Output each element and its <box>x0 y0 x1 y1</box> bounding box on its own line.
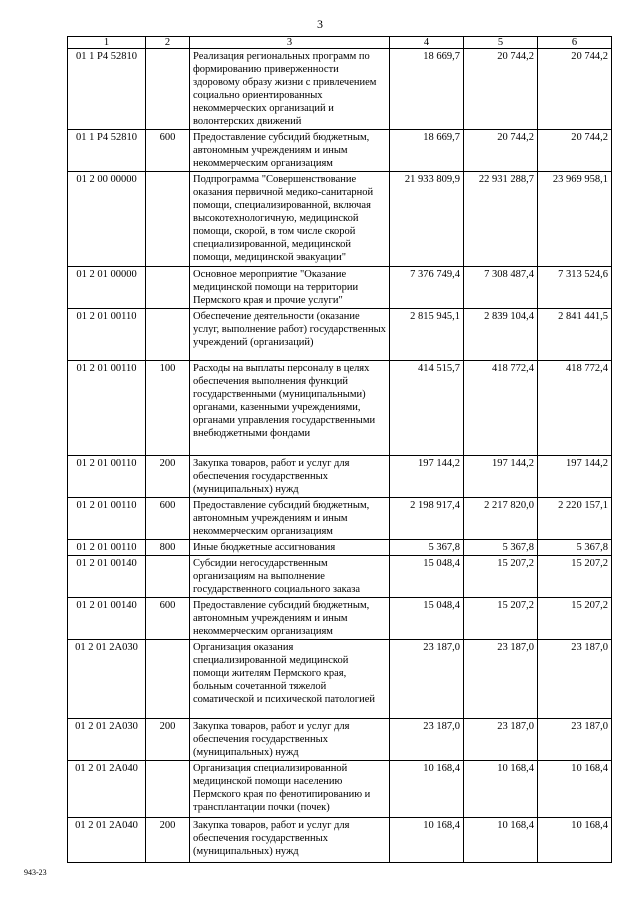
value-cell: 15 207,2 <box>538 556 612 598</box>
value-cell: 23 187,0 <box>464 719 538 761</box>
name-cell: Предоставление субсидий бюджетным, автономным учреждениям и иным некоммерческим организациям <box>190 598 390 640</box>
type-cell: 200 <box>146 719 190 761</box>
name-cell: Иные бюджетные ассигнования <box>190 540 390 556</box>
value-cell: 18 669,7 <box>390 130 464 172</box>
name-cell: Подпрограмма "Совершенствование оказания первичной медико-санитарной помощи, специализированной, включая высокотехнологичную, медицинской помощи, скорой, в том числе скорой специализированной, медицинской помощи, медицинской эвакуации" <box>190 172 390 267</box>
type-cell: 100 <box>146 361 190 456</box>
table-row <box>68 540 612 556</box>
code-cell: 01 1 P4 52810 <box>68 130 146 172</box>
name-cell: Обеспечение деятельности (оказание услуг, выполнение работ) государственных учреждений (организаций) <box>190 309 390 361</box>
table-row <box>68 456 612 498</box>
value-cell: 10 168,4 <box>538 761 612 818</box>
value-cell: 5 367,8 <box>464 540 538 556</box>
value-cell: 10 168,4 <box>538 818 612 863</box>
value-cell: 7 308 487,4 <box>464 267 538 309</box>
type-cell <box>146 556 190 598</box>
value-cell: 18 669,7 <box>390 49 464 130</box>
value-cell: 20 744,2 <box>538 49 612 130</box>
code-cell: 01 2 01 2A030 <box>68 719 146 761</box>
code-cell: 01 2 01 00140 <box>68 556 146 598</box>
table-row <box>68 130 612 172</box>
name-cell: Закупка товаров, работ и услуг для обеспечения государственных (муниципальных) нужд <box>190 818 390 863</box>
code-cell: 01 2 01 00110 <box>68 540 146 556</box>
value-cell: 15 048,4 <box>390 556 464 598</box>
code-cell: 01 2 00 00000 <box>68 172 146 267</box>
value-cell: 7 313 524,6 <box>538 267 612 309</box>
name-cell: Закупка товаров, работ и услуг для обеспечения государственных (муниципальных) нужд <box>190 719 390 761</box>
type-cell <box>146 267 190 309</box>
code-cell: 01 2 01 00140 <box>68 598 146 640</box>
value-cell: 7 376 749,4 <box>390 267 464 309</box>
table-row <box>68 556 612 598</box>
value-cell: 20 744,2 <box>538 130 612 172</box>
header-cell: 4 <box>390 37 464 49</box>
value-cell: 20 744,2 <box>464 130 538 172</box>
value-cell: 2 815 945,1 <box>390 309 464 361</box>
header-cell: 6 <box>538 37 612 49</box>
code-cell: 01 2 01 00110 <box>68 361 146 456</box>
header-cell: 5 <box>464 37 538 49</box>
value-cell: 22 931 288,7 <box>464 172 538 267</box>
value-cell: 10 168,4 <box>390 761 464 818</box>
value-cell: 5 367,8 <box>538 540 612 556</box>
code-cell: 01 2 01 00110 <box>68 456 146 498</box>
type-cell: 600 <box>146 498 190 540</box>
value-cell: 2 841 441,5 <box>538 309 612 361</box>
table-row <box>68 818 612 863</box>
value-cell: 2 839 104,4 <box>464 309 538 361</box>
type-cell <box>146 309 190 361</box>
name-cell: Субсидии негосударственным организациям на выполнение государственного социального заказа <box>190 556 390 598</box>
name-cell: Закупка товаров, работ и услуг для обеспечения государственных (муниципальных) нужд <box>190 456 390 498</box>
value-cell: 15 207,2 <box>464 598 538 640</box>
type-cell: 200 <box>146 818 190 863</box>
type-cell <box>146 761 190 818</box>
value-cell: 15 207,2 <box>464 556 538 598</box>
table-row <box>68 309 612 361</box>
value-cell: 5 367,8 <box>390 540 464 556</box>
type-cell: 600 <box>146 130 190 172</box>
table-row <box>68 719 612 761</box>
code-cell: 01 2 01 2A040 <box>68 818 146 863</box>
code-cell: 01 2 01 2A040 <box>68 761 146 818</box>
code-cell: 01 2 01 00110 <box>68 498 146 540</box>
name-cell: Предоставление субсидий бюджетным, автономным учреждениям и иным некоммерческим организациям <box>190 130 390 172</box>
value-cell: 2 217 820,0 <box>464 498 538 540</box>
header-cell: 1 <box>68 37 146 49</box>
value-cell: 10 168,4 <box>464 818 538 863</box>
name-cell: Предоставление субсидий бюджетным, автономным учреждениям и иным некоммерческим организациям <box>190 498 390 540</box>
value-cell: 2 198 917,4 <box>390 498 464 540</box>
table-row <box>68 640 612 719</box>
value-cell: 23 187,0 <box>538 719 612 761</box>
code-cell: 01 2 01 2A030 <box>68 640 146 719</box>
code-cell: 01 2 01 00000 <box>68 267 146 309</box>
header-row <box>68 37 612 49</box>
table-row <box>68 498 612 540</box>
value-cell: 418 772,4 <box>538 361 612 456</box>
header-cell: 3 <box>190 37 390 49</box>
value-cell: 21 933 809,9 <box>390 172 464 267</box>
name-cell: Организация специализированной медицинской помощи населению Пермского края по фенотипированию и трансплантации почки (почек) <box>190 761 390 818</box>
value-cell: 197 144,2 <box>390 456 464 498</box>
table-row <box>68 598 612 640</box>
value-cell: 23 187,0 <box>390 719 464 761</box>
header-cell: 2 <box>146 37 190 49</box>
table-row <box>68 49 612 130</box>
type-cell <box>146 640 190 719</box>
value-cell: 414 515,7 <box>390 361 464 456</box>
name-cell: Основное мероприятие "Оказание медицинской помощи на территории Пермского края и прочие услуги" <box>190 267 390 309</box>
value-cell: 15 048,4 <box>390 598 464 640</box>
table-row <box>68 361 612 456</box>
value-cell: 23 187,0 <box>390 640 464 719</box>
type-cell: 600 <box>146 598 190 640</box>
value-cell: 197 144,2 <box>538 456 612 498</box>
type-cell <box>146 49 190 130</box>
value-cell: 23 187,0 <box>464 640 538 719</box>
value-cell: 10 168,4 <box>390 818 464 863</box>
table-row <box>68 761 612 818</box>
name-cell: Расходы на выплаты персоналу в целях обеспечения выполнения функций государственными (муниципальными) органами, казенными учреждениями, органами управления государственными внебюджетными фондами <box>190 361 390 456</box>
page-number: 3 <box>317 17 323 31</box>
value-cell: 23 969 958,1 <box>538 172 612 267</box>
value-cell: 23 187,0 <box>538 640 612 719</box>
value-cell: 418 772,4 <box>464 361 538 456</box>
budget-table <box>67 36 612 863</box>
table-row <box>68 172 612 267</box>
code-cell: 01 1 P4 52810 <box>68 49 146 130</box>
value-cell: 20 744,2 <box>464 49 538 130</box>
value-cell: 15 207,2 <box>538 598 612 640</box>
type-cell <box>146 172 190 267</box>
footer-code: 943-23 <box>24 868 47 877</box>
type-cell: 800 <box>146 540 190 556</box>
value-cell: 197 144,2 <box>464 456 538 498</box>
value-cell: 2 220 157,1 <box>538 498 612 540</box>
name-cell: Организация оказания специализированной медицинской помощи жителям Пермского края, больным сочетанной тяжелой соматической и психической патологией <box>190 640 390 719</box>
table-row <box>68 267 612 309</box>
value-cell: 10 168,4 <box>464 761 538 818</box>
type-cell: 200 <box>146 456 190 498</box>
name-cell: Реализация региональных программ по формированию приверженности здоровому образу жизни с привлечением социально ориентированных некоммерческих организаций и волонтерских движений <box>190 49 390 130</box>
code-cell: 01 2 01 00110 <box>68 309 146 361</box>
